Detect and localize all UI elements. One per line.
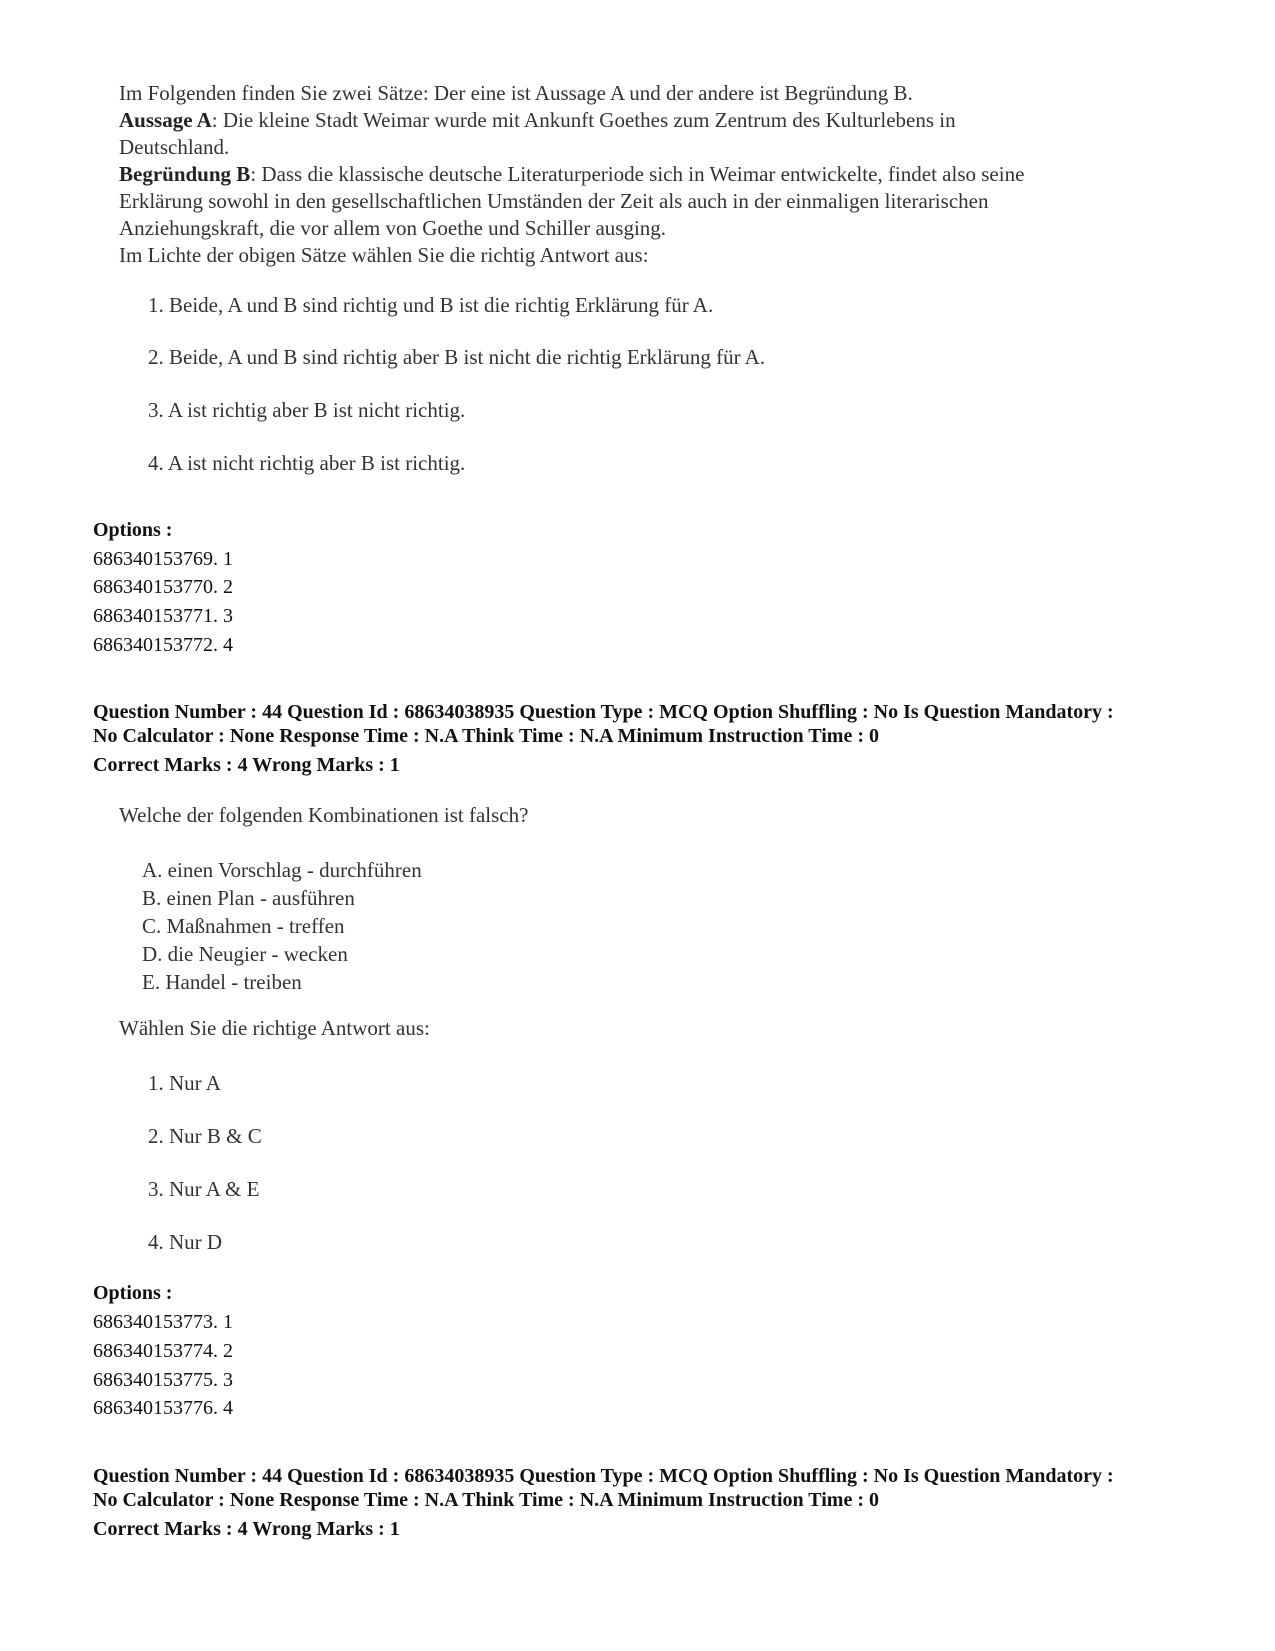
marks-line: Correct Marks : 4 Wrong Marks : 1 — [93, 754, 400, 776]
option-row: 686340153776. 4 — [93, 1397, 233, 1419]
begruendung-line-3: Anziehungskraft, die vor allem von Goethe und Schiller ausging. — [119, 216, 667, 240]
combination-item: E. Handel - treiben — [142, 970, 302, 994]
combination-item: A. einen Vorschlag - durchführen — [142, 858, 422, 882]
answer-choice: 3. Nur A & E — [148, 1177, 260, 1201]
answer-choice: 4. A ist nicht richtig aber B ist richtig. — [148, 451, 466, 475]
meta-line-2: No Calculator : None Response Time : N.A Think Time : N.A Minimum Instruction Time : 0 — [93, 1489, 879, 1511]
begruendung-label: Begründung B — [119, 162, 251, 186]
option-row: 686340153770. 2 — [93, 576, 233, 598]
aussage-line-1 — [119, 107, 1169, 134]
begruendung-line-2: Erklärung sowohl in den gesellschaftlichen Umständen der Zeit als auch in der einmaligen literarischen — [119, 189, 989, 213]
combination-list — [142, 856, 422, 996]
combination-item: D. die Neugier - wecken — [142, 942, 348, 966]
option-row: 686340153769. 1 — [93, 548, 233, 570]
answer-choice: 1. Beide, A und B sind richtig und B ist die richtig Erklärung für A. — [148, 293, 714, 317]
aussage-line-2: Deutschland. — [119, 135, 230, 159]
combination-item: C. Maßnahmen - treffen — [142, 914, 345, 938]
question-44-meta — [93, 700, 1213, 777]
option-row: 686340153774. 2 — [93, 1340, 233, 1362]
meta-line-2: No Calculator : None Response Time : N.A Think Time : N.A Minimum Instruction Time : 0 — [93, 725, 879, 747]
answer-choice: 4. Nur D — [148, 1230, 223, 1254]
answer-choice: 1. Nur A — [148, 1071, 221, 1095]
answer-choice: 3. A ist richtig aber B ist nicht richtig. — [148, 398, 466, 422]
question-next-meta — [93, 1464, 1213, 1541]
prompt-line: Im Lichte der obigen Sätze wählen Sie die richtig Antwort aus: — [119, 243, 649, 267]
answer-choice: 2. Beide, A und B sind richtig aber B ist nicht die richtig Erklärung für A. — [148, 345, 766, 369]
meta-line-1: Question Number : 44 Question Id : 68634038935 Question Type : MCQ Option Shuffling : No Is Question Mandatory : — [93, 701, 1114, 723]
answer-choice: 2. Nur B & C — [148, 1124, 262, 1148]
question-44-prompt: Wählen Sie die richtige Antwort aus: — [119, 1016, 430, 1040]
aussage-label: Aussage A — [119, 108, 212, 132]
option-row: 686340153775. 3 — [93, 1369, 233, 1391]
begruendung-text: : Dass die klassische deutsche Literaturperiode sich in Weimar entwickelte, findet also seine — [250, 162, 1025, 186]
question-44-stem: Welche der folgenden Kombinationen ist falsch? — [119, 803, 529, 827]
marks-line: Correct Marks : 4 Wrong Marks : 1 — [93, 1518, 400, 1540]
combination-item: B. einen Plan - ausführen — [142, 886, 355, 910]
option-row: 686340153773. 1 — [93, 1311, 233, 1333]
meta-line-1: Question Number : 44 Question Id : 68634038935 Question Type : MCQ Option Shuffling : No Is Question Mandatory : — [93, 1465, 1114, 1487]
option-row: 686340153771. 3 — [93, 605, 233, 627]
begruendung-line-1 — [119, 161, 1169, 188]
option-row: 686340153772. 4 — [93, 634, 233, 656]
question-43-stem — [119, 80, 1169, 269]
intro-line: Im Folgenden finden Sie zwei Sätze: Der eine ist Aussage A und der andere ist Begründung B. — [119, 81, 913, 105]
aussage-text: : Die kleine Stadt Weimar wurde mit Ankunft Goethes zum Zentrum des Kulturlebens in — [211, 108, 956, 132]
options-title: Options : — [93, 1282, 173, 1304]
options-title: Options : — [93, 519, 173, 541]
